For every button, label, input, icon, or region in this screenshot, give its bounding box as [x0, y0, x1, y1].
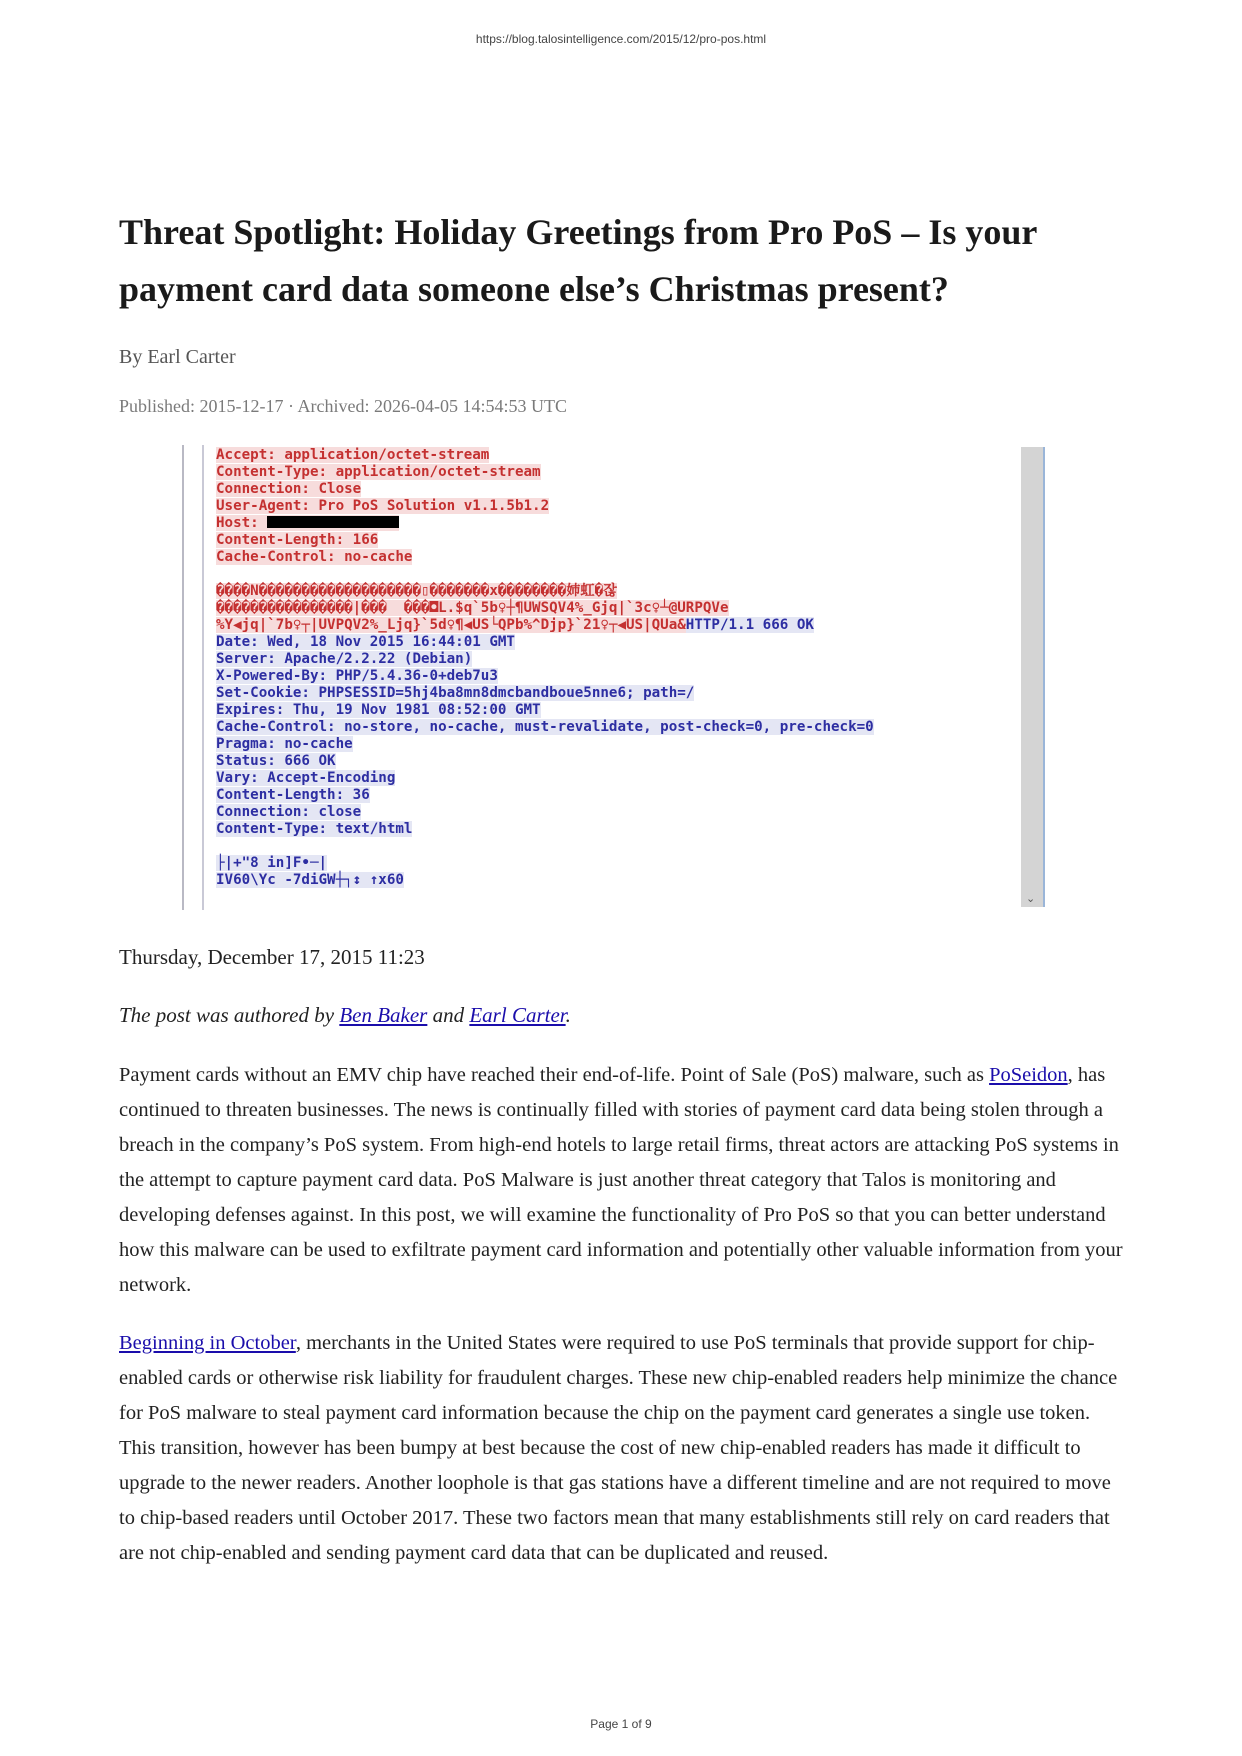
req-line: Cache-Control: no-cache	[216, 549, 413, 565]
author-link-ben-baker[interactable]: Ben Baker	[339, 1003, 428, 1027]
authored-conj: and	[427, 1003, 470, 1027]
paragraph-2-rest: , merchants in the United States were required to use PoS terminals that provide support for chip-enabled cards or otherwise risk liability for fraudulent charges. These new chip-enabled readers help minimize the chance for PoS malware to steal payment card information because the chip on the payment card generates a single use token. This transition, however has been bumpy at best because the cost of new chip-enabled readers has made it difficult to upgrade to the newer readers. Another loophole is that gas stations have a different timeline and are not required to move to chip-based readers until October 2017. These two factors mean that many establishments still rely on card readers that are not chip-enabled and sending payment card data that can be duplicated and reused.	[119, 1332, 1118, 1564]
req-line: Connection: Close	[216, 481, 362, 497]
article-title: Threat Spotlight: Holiday Greetings from Pro PoS – Is your payment card data someone else’s Christmas present?	[119, 212, 1037, 309]
resp-line: Content-Type: text/html	[216, 821, 413, 837]
redacted-host	[267, 516, 399, 528]
body-line: IV60\Yc -7diGW┼┐↕ ↑x60	[216, 872, 404, 888]
poseidon-link[interactable]: PoSeidon	[989, 1064, 1068, 1086]
binary-line: ����N�������������������▯�������x��������姉虹�잖	[216, 583, 617, 599]
resp-line: Vary: Accept-Encoding	[216, 770, 396, 786]
status-line: HTTP/1.1 666 OK	[685, 617, 814, 633]
resp-line: Content-Length: 36	[216, 787, 370, 803]
resp-line: Set-Cookie: PHPSESSID=5hj4ba8mn8dmcbandboue5nne6; path=/	[216, 685, 695, 701]
resp-line: Connection: close	[216, 804, 362, 820]
req-line: User-Agent: Pro PoS Solution v1.1.5b1.2	[216, 498, 550, 514]
req-line: Accept: application/octet-stream	[216, 447, 490, 463]
author-link-earl-carter[interactable]: Earl Carter	[469, 1003, 566, 1027]
resp-line: Date: Wed, 18 Nov 2015 16:44:01 GMT	[216, 634, 515, 650]
resp-line: Server: Apache/2.2.22 (Debian)	[216, 651, 473, 667]
page-number: Page 1 of 9	[590, 1717, 652, 1731]
authored-line	[119, 1003, 571, 1028]
resp-line: Pragma: no-cache	[216, 736, 353, 752]
paragraph-1-lead: Payment cards without an EMV chip have reached their end-of-life. Point of Sale (PoS) malware, such as	[119, 1064, 990, 1086]
publish-meta: Published: 2015-12-17 · Archived: 2026-04-05 14:54:53 UTC	[119, 396, 567, 416]
req-line: Content-Length: 166	[216, 532, 379, 548]
resp-line: Expires: Thu, 19 Nov 1981 08:52:00 GMT	[216, 702, 541, 718]
binary-line: %Y◀jq|`7b♀┬|UVPQV2%_Ljq}`5d♀¶◀US└QPb%^Djp}`21♀┬◀US|QUa&	[216, 617, 686, 633]
req-line: Content-Type: application/octet-stream	[216, 464, 541, 480]
authored-prefix: The post was authored by	[119, 1003, 340, 1027]
resp-line: X-Powered-By: PHP/5.4.36-0+deb7u3	[216, 668, 498, 684]
chevron-down-icon[interactable]: ⌄	[1026, 892, 1036, 905]
gutter-line	[202, 445, 204, 910]
source-url: https://blog.talosintelligence.com/2015/12/pro-pos.html	[475, 32, 767, 46]
resp-line: Status: 666 OK	[216, 753, 336, 769]
host-label: Host:	[216, 515, 268, 531]
byline: By Earl Carter	[119, 346, 236, 368]
scrollbar[interactable]	[1021, 447, 1045, 907]
paragraph-1-rest: , has continued to threaten businesses. The news is continually filled with stories of payment card data being stolen through a breach in the company’s PoS system. From high-end hotels to large retail firms, threat actors are attacking PoS systems in the attempt to capture payment card data. PoS Malware is just another threat category that Talos is monitoring and developing defenses against. In this post, we will examine the functionality of Pro PoS so that you can better understand how this malware can be used to exfiltrate payment card information and potentially other valuable information from your network.	[119, 1064, 1123, 1296]
req-line	[216, 515, 399, 531]
paragraph-2	[119, 1326, 1123, 1571]
beginning-in-october-link[interactable]: Beginning in October	[119, 1332, 296, 1354]
post-date: Thursday, December 17, 2015 11:23	[119, 945, 425, 969]
http-traffic-text	[216, 447, 874, 889]
resp-line: Cache-Control: no-store, no-cache, must-revalidate, post-check=0, pre-check=0	[216, 719, 874, 735]
binary-line: ����������������|��� ���◘L.$q`5b♀┼¶UWSQV4%_Gjq|`3c♀┴@URPQVe	[216, 600, 729, 616]
paragraph-1	[119, 1058, 1123, 1303]
http-traffic-screenshot	[182, 445, 1061, 910]
body-line: ├|+"8 in]F•─|	[216, 855, 328, 871]
authored-suffix: .	[565, 1003, 571, 1027]
